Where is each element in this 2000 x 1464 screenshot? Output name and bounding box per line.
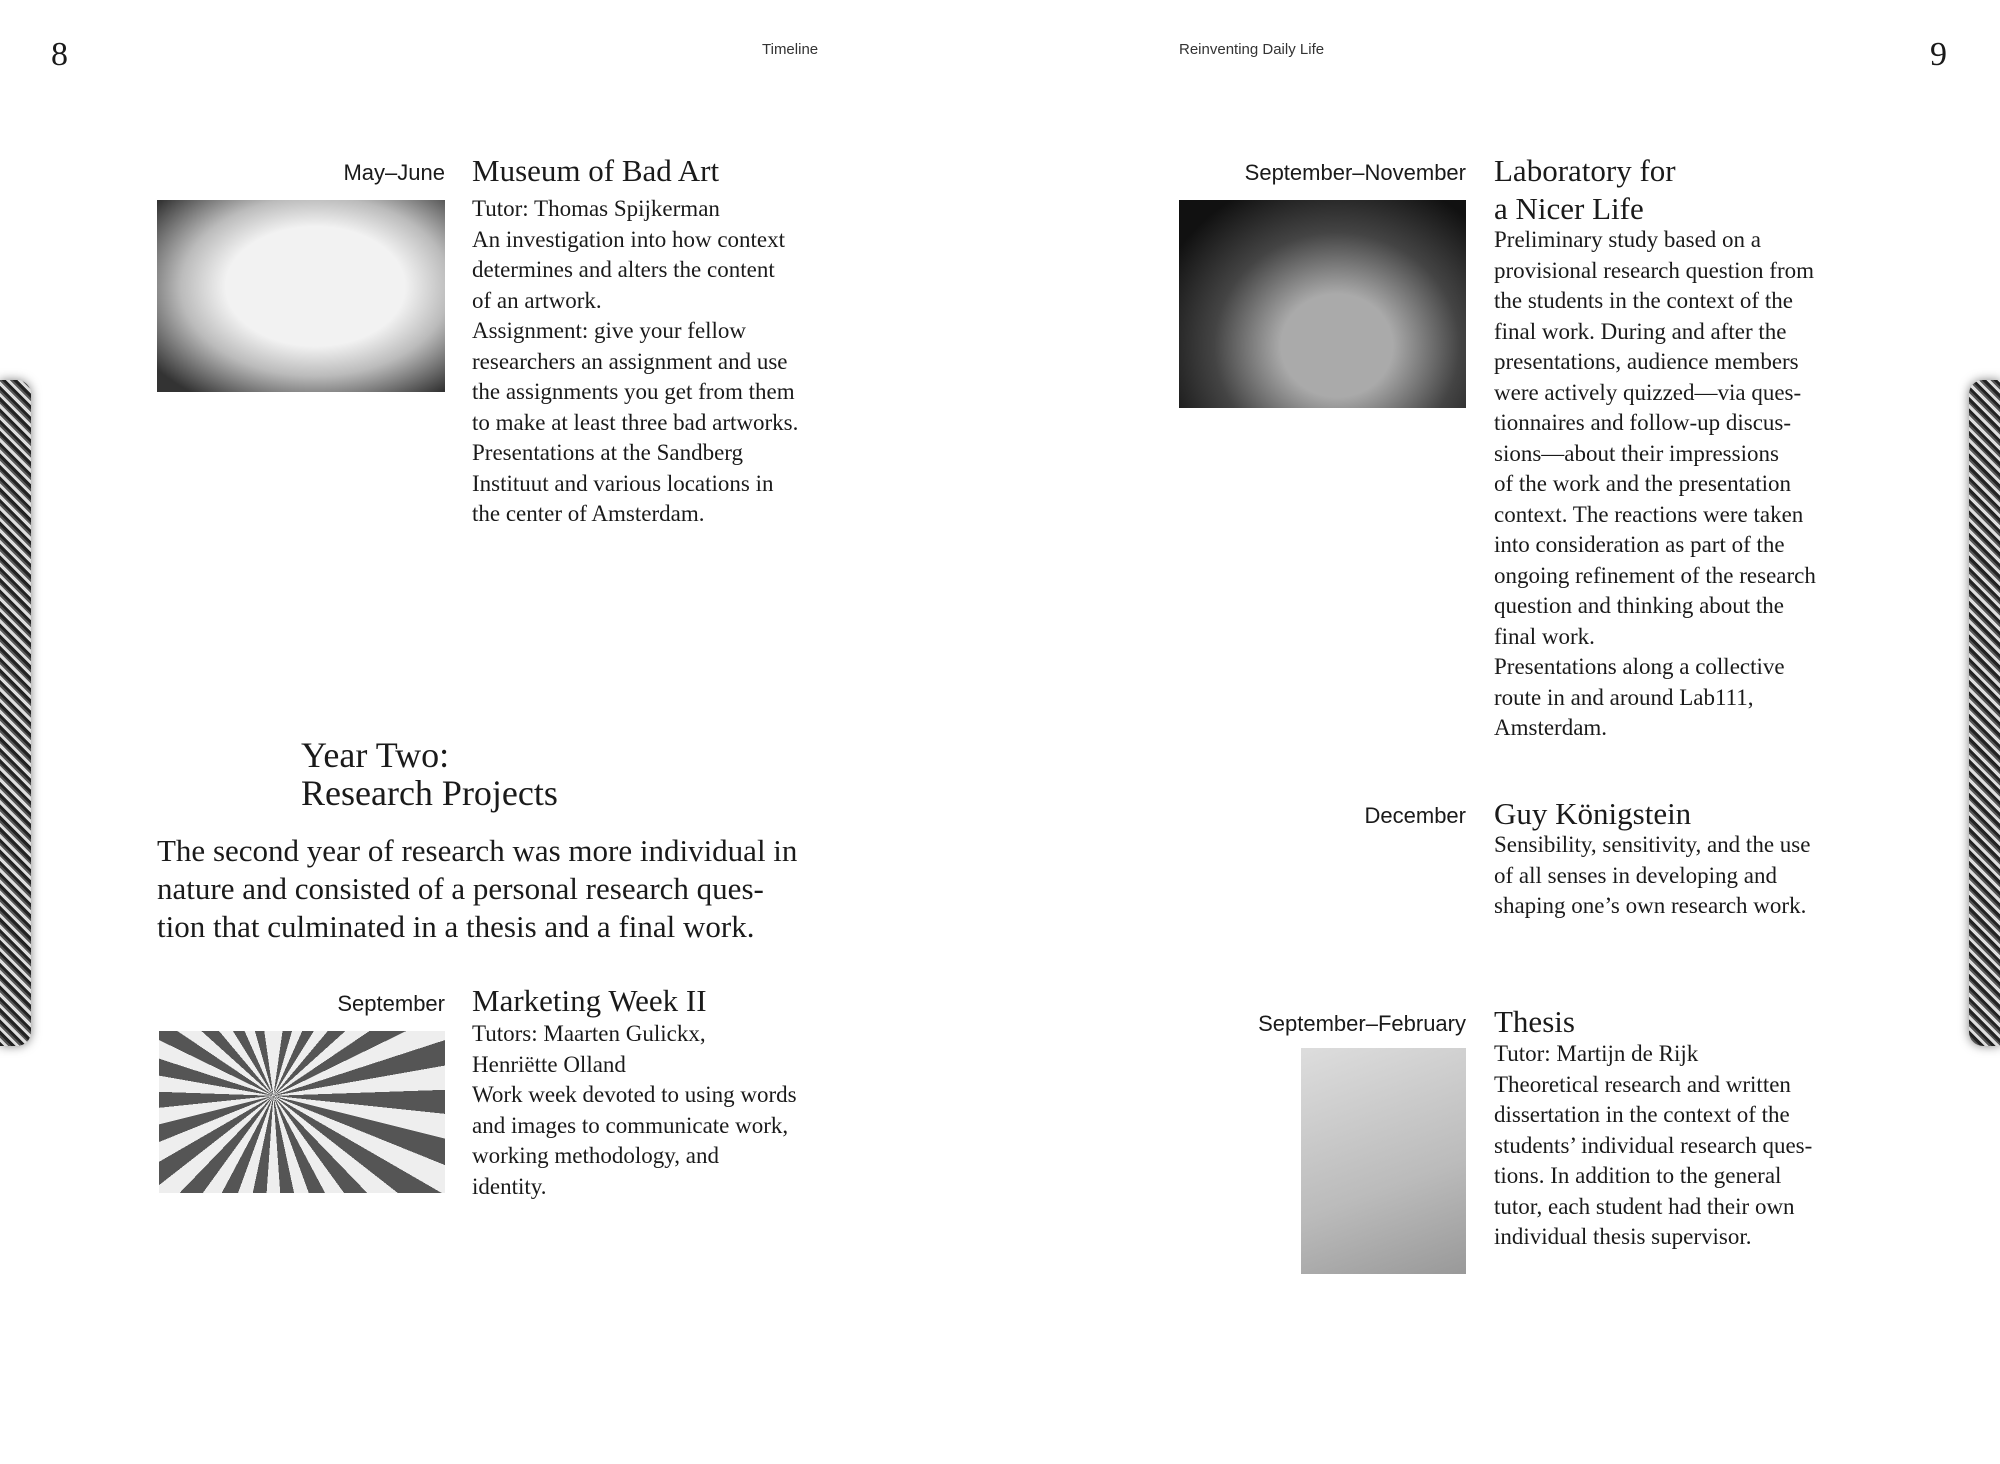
- text-line: the students in the context of the: [1494, 288, 1793, 313]
- photo-thesis-flyer: [1301, 1048, 1466, 1274]
- text-line: identity.: [472, 1173, 547, 1199]
- text-line: Tutors: Maarten Gulickx,: [472, 1021, 706, 1046]
- text-line: Henriëtte Olland: [472, 1051, 626, 1077]
- page-number-left: 8: [51, 36, 68, 73]
- entry-title: [1494, 1003, 1575, 1041]
- text-line: An investigation into how context: [472, 226, 786, 252]
- entry-date: September–February: [1258, 1011, 1466, 1036]
- text-line: Museum of Bad Art: [472, 153, 720, 188]
- entry-body: [1494, 225, 1816, 744]
- text-line: Tutor: Martijn de Rijk: [1494, 1041, 1699, 1066]
- text-line: the center of Amsterdam.: [472, 501, 705, 526]
- text-line: Preliminary study based on a: [1494, 227, 1762, 252]
- text-line: final work.: [1494, 623, 1595, 649]
- text-line: ongoing refinement of the research: [1494, 562, 1816, 588]
- running-head-left: Timeline: [762, 41, 819, 58]
- text-line: sions—about their impressions: [1494, 440, 1779, 466]
- text-line: shaping one’s own research work.: [1494, 893, 1807, 918]
- text-line: final work. During and after the: [1494, 318, 1787, 344]
- text-line: Amsterdam.: [1494, 715, 1608, 740]
- section-intro: [157, 832, 797, 946]
- text-line: tutor, each student had their own: [1494, 1193, 1795, 1219]
- entry-title: [472, 152, 719, 190]
- text-line: Research Projects: [301, 773, 558, 813]
- entry-body: [1494, 1039, 1812, 1253]
- text-line: tions. In addition to the general: [1494, 1163, 1782, 1188]
- section-heading: [301, 736, 558, 812]
- entry-date: September: [337, 991, 445, 1016]
- entry-date: September–November: [1244, 160, 1466, 185]
- text-line: Sensibility, sensitivity, and the use: [1494, 832, 1811, 857]
- entry-body: [472, 1019, 797, 1202]
- text-line: were actively quizzed—via ques-: [1494, 379, 1802, 405]
- text-line: researchers an assignment and use: [472, 348, 788, 374]
- text-line: individual thesis supervisor.: [1494, 1224, 1752, 1249]
- text-line: students’ individual research ques-: [1494, 1132, 1813, 1158]
- text-line: dissertation in the context of the: [1494, 1102, 1790, 1127]
- text-line: Theoretical research and written: [1494, 1071, 1791, 1097]
- text-line: Tutor: Thomas Spijkerman: [472, 196, 720, 221]
- page-tab-left: [0, 380, 31, 1046]
- page-tab-right: [1969, 380, 2000, 1046]
- text-line: of all senses in developing and: [1494, 862, 1777, 888]
- text-line: nature and consisted of a personal research ques-: [157, 871, 764, 906]
- text-line: Work week devoted to using words: [472, 1082, 797, 1107]
- text-line: of an artwork.: [472, 287, 602, 313]
- photo-workshop: [159, 1031, 445, 1193]
- photo-presentation: [1179, 200, 1466, 408]
- text-line: question and thinking about the: [1494, 593, 1785, 618]
- text-line: Presentations at the Sandberg: [472, 440, 744, 465]
- text-line: Laboratory for: [1494, 153, 1676, 188]
- text-line: context. The reactions were taken: [1494, 501, 1804, 527]
- text-line: working methodology, and: [472, 1143, 720, 1168]
- text-line: provisional research question from: [1494, 257, 1814, 283]
- text-line: and images to communicate work,: [472, 1112, 789, 1138]
- text-line: route in and around Lab111,: [1494, 684, 1754, 710]
- text-line: Instituut and various locations in: [472, 470, 774, 496]
- text-line: to make at least three bad artworks.: [472, 409, 799, 435]
- text-line: determines and alters the content: [472, 257, 775, 282]
- entry-body: [1494, 830, 1810, 922]
- photo-book-on-grass: [157, 200, 445, 392]
- entry-date: May–June: [343, 160, 445, 185]
- entry-title: [1494, 152, 1676, 228]
- text-line: Thesis: [1494, 1004, 1575, 1039]
- running-head-right: Reinventing Daily Life: [1179, 41, 1325, 58]
- entry-title: [472, 982, 707, 1020]
- text-line: tion that culminated in a thesis and a final work.: [157, 909, 755, 944]
- text-line: The second year of research was more individual in: [157, 833, 798, 868]
- text-line: Year Two:: [301, 735, 450, 775]
- text-line: Marketing Week II: [472, 983, 707, 1018]
- text-line: tionnaires and follow-up discus-: [1494, 410, 1792, 435]
- page-number-right: 9: [1930, 36, 1947, 73]
- entry-date: December: [1364, 803, 1466, 828]
- entry-title: [1494, 795, 1691, 833]
- text-line: the assignments you get from them: [472, 379, 795, 404]
- text-line: presentations, audience members: [1494, 349, 1799, 374]
- text-line: into consideration as part of the: [1494, 532, 1785, 557]
- text-line: a Nicer Life: [1494, 191, 1644, 226]
- text-line: Guy Königstein: [1494, 796, 1692, 831]
- text-line: of the work and the presentation: [1494, 471, 1791, 496]
- text-line: Presentations along a collective: [1494, 654, 1785, 679]
- entry-body: [472, 194, 798, 530]
- text-line: Assignment: give your fellow: [472, 318, 747, 343]
